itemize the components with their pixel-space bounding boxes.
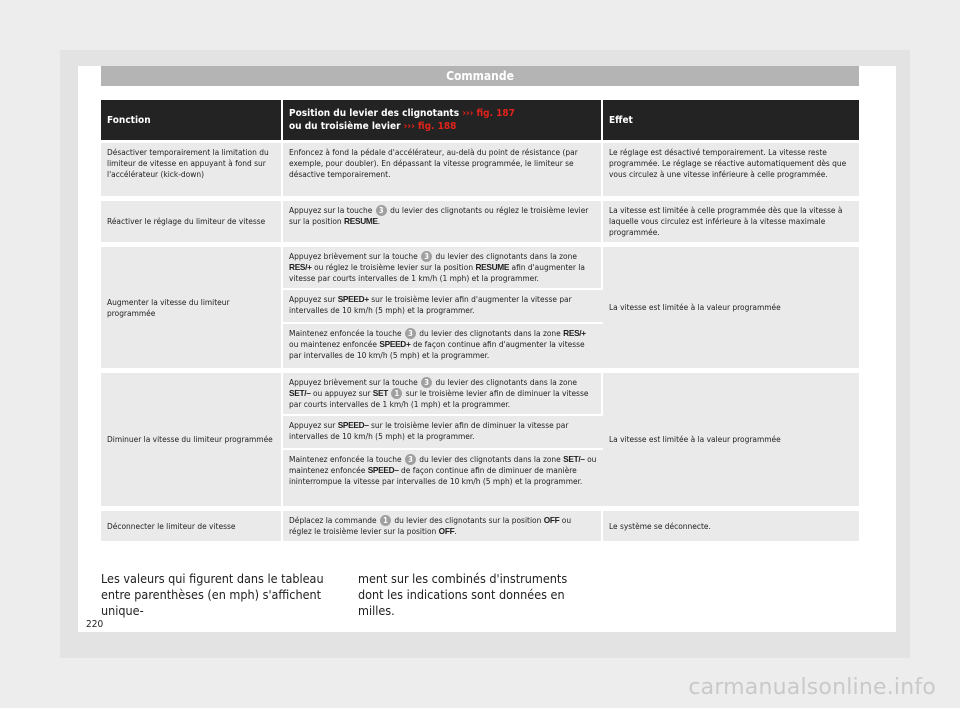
text-fragment: . (377, 216, 381, 226)
text-fragment: du levier des clignotants dans la zone (419, 328, 561, 338)
speed-minus-keyword: SPEED– (337, 420, 369, 430)
text-fragment: de façon continue afin d'augmenter la vitesse par intervalles de 10 km/h (5 mph) et la programmer. (289, 339, 585, 360)
off-keyword: OFF (543, 515, 560, 525)
cell-effet: La vitesse est limitée à la valeur programmée (603, 370, 859, 508)
table-row (101, 370, 859, 416)
text-fragment: du levier des clignotants ou réglez le troisième levier sur la position (289, 205, 589, 226)
cell-fonction: Réactiver le réglage du limiteur de vitesse (101, 198, 283, 244)
header-position (283, 100, 603, 140)
header-position-line1: Position du levier des clignotants (289, 108, 460, 119)
text-fragment: Maintenez enfoncée la touche (289, 454, 402, 464)
number-3-badge: 3 (421, 251, 432, 262)
fig-188-link[interactable]: ››› fig. 188 (403, 121, 457, 132)
text-fragment: ou réglez le troisième levier sur la position (289, 515, 572, 536)
page-number: 220 (86, 619, 104, 630)
set-keyword: SET (372, 388, 389, 398)
header-fonction: Fonction (101, 100, 283, 140)
number-3-badge: 3 (405, 328, 416, 339)
number-1-badge: 1 (391, 388, 402, 399)
number-1-badge: 1 (380, 515, 391, 526)
text-fragment: ou maintenez enfoncée (289, 454, 597, 475)
res-plus-keyword: RES/+ (289, 262, 312, 272)
number-3-badge: 3 (376, 205, 387, 216)
text-fragment: du levier des clignotants sur la position (394, 515, 542, 525)
table-row (101, 508, 859, 543)
set-minus-keyword: SET/– (563, 454, 585, 464)
command-table (101, 100, 859, 543)
resume-keyword: RESUME (475, 262, 510, 272)
cell-position: Enfoncez à fond la pédale d'accélérateur, au-delà du point de résistance (par exemple, pour doubler). En dépassant la vitesse programmée, le limiteur se désactive temporairement. (283, 140, 603, 198)
cell-effet: Le réglage est désactivé temporairement. La vitesse reste programmée. Le réglage se réactive automatiquement dès que vous circulez à une vitesse inférieure à celle programmée. (603, 140, 859, 198)
text-fragment: sur le troisième levier afin de diminuer la vitesse par courts intervalles de 1 km/h (1 mph) et la programmer. (289, 388, 589, 409)
text-fragment: ou appuyez sur (312, 388, 371, 398)
text-fragment: du levier des clignotants dans la zone (435, 377, 577, 387)
off-keyword: OFF (438, 526, 455, 536)
cell-position (283, 450, 603, 508)
text-fragment: . (454, 526, 457, 536)
text-fragment: ou maintenez enfoncée (289, 339, 377, 349)
cell-fonction: Désactiver temporairement la limitation du limiteur de vitesse en appuyant à fond sur l'accélérateur (kick-down) (101, 140, 283, 198)
text-fragment: Appuyez sur (289, 420, 336, 430)
text-fragment: Appuyez sur la touche (289, 205, 373, 215)
cell-position (283, 370, 603, 416)
watermark: carmanualsonline.info (688, 675, 936, 700)
text-fragment: Maintenez enfoncée la touche (289, 328, 402, 338)
cell-position (283, 244, 603, 290)
speed-minus-keyword: SPEED– (367, 465, 399, 475)
table-row (101, 244, 859, 290)
header-effet: Effet (603, 100, 859, 140)
cell-fonction: Augmenter la vitesse du limiteur programmée (101, 244, 283, 370)
text-fragment: Appuyez brièvement sur la touche (289, 377, 418, 387)
cell-position (283, 508, 603, 543)
table-header-row (101, 100, 859, 140)
cell-position (283, 290, 603, 324)
number-3-badge: 3 (405, 454, 416, 465)
text-fragment: ou réglez le troisième levier sur la position (314, 262, 474, 272)
text-fragment: sur le troisième levier afin de diminuer la vitesse par intervalles de 10 km/h (5 mph) et la programmer. (289, 420, 569, 441)
fig-187-link[interactable]: ››› fig. 187 (462, 108, 515, 119)
speed-plus-keyword: SPEED+ (379, 339, 411, 349)
body-text-column-1: Les valeurs qui figurent dans le tableau entre parenthèses (en mph) s'affichent unique- (101, 571, 324, 618)
text-fragment: sur le troisième levier afin d'augmenter la vitesse par intervalles de 10 km/h (5 mph) et la programmer. (289, 294, 572, 315)
table-row (101, 140, 859, 198)
cell-fonction: Diminuer la vitesse du limiteur programmée (101, 370, 283, 508)
body-text-column-2: ment sur les combinés d'instruments dont les indications sont données en milles. (358, 571, 568, 618)
text-fragment: du levier des clignotants dans la zone (419, 454, 561, 464)
text-fragment: Appuyez brièvement sur la touche (289, 251, 418, 261)
cell-effet: La vitesse est limitée à celle programmée dès que la vitesse à laquelle vous circulez est inférieure à la vitesse maximale programmée. (603, 198, 859, 244)
cell-fonction: Déconnecter le limiteur de vitesse (101, 508, 283, 543)
cell-position (283, 198, 603, 244)
table-row (101, 198, 859, 244)
text-fragment: afin d'augmenter la vitesse par courts intervalles de 1 km/h (1 mph) et la programmer. (289, 262, 585, 283)
set-minus-keyword: SET/– (289, 388, 311, 398)
cell-effet: Le système se déconnecte. (603, 508, 859, 543)
section-title: Commande (101, 66, 859, 86)
text-fragment: du levier des clignotants dans la zone (435, 251, 577, 261)
cell-position (283, 324, 603, 370)
cell-position (283, 416, 603, 450)
cell-effet: La vitesse est limitée à la valeur programmée (603, 244, 859, 370)
text-fragment: Déplacez la commande (289, 515, 377, 525)
res-plus-keyword: RES/+ (563, 328, 586, 338)
header-position-line2: ou du troisième levier (289, 121, 401, 132)
number-3-badge: 3 (421, 377, 432, 388)
speed-plus-keyword: SPEED+ (337, 294, 369, 304)
resume-keyword: RESUME (344, 216, 378, 226)
text-fragment: de façon continue afin de diminuer de manière ininterrompue la vitesse par intervalles de 10 km/h (5 mph) et la programmer. (289, 465, 583, 486)
text-fragment: Appuyez sur (289, 294, 336, 304)
